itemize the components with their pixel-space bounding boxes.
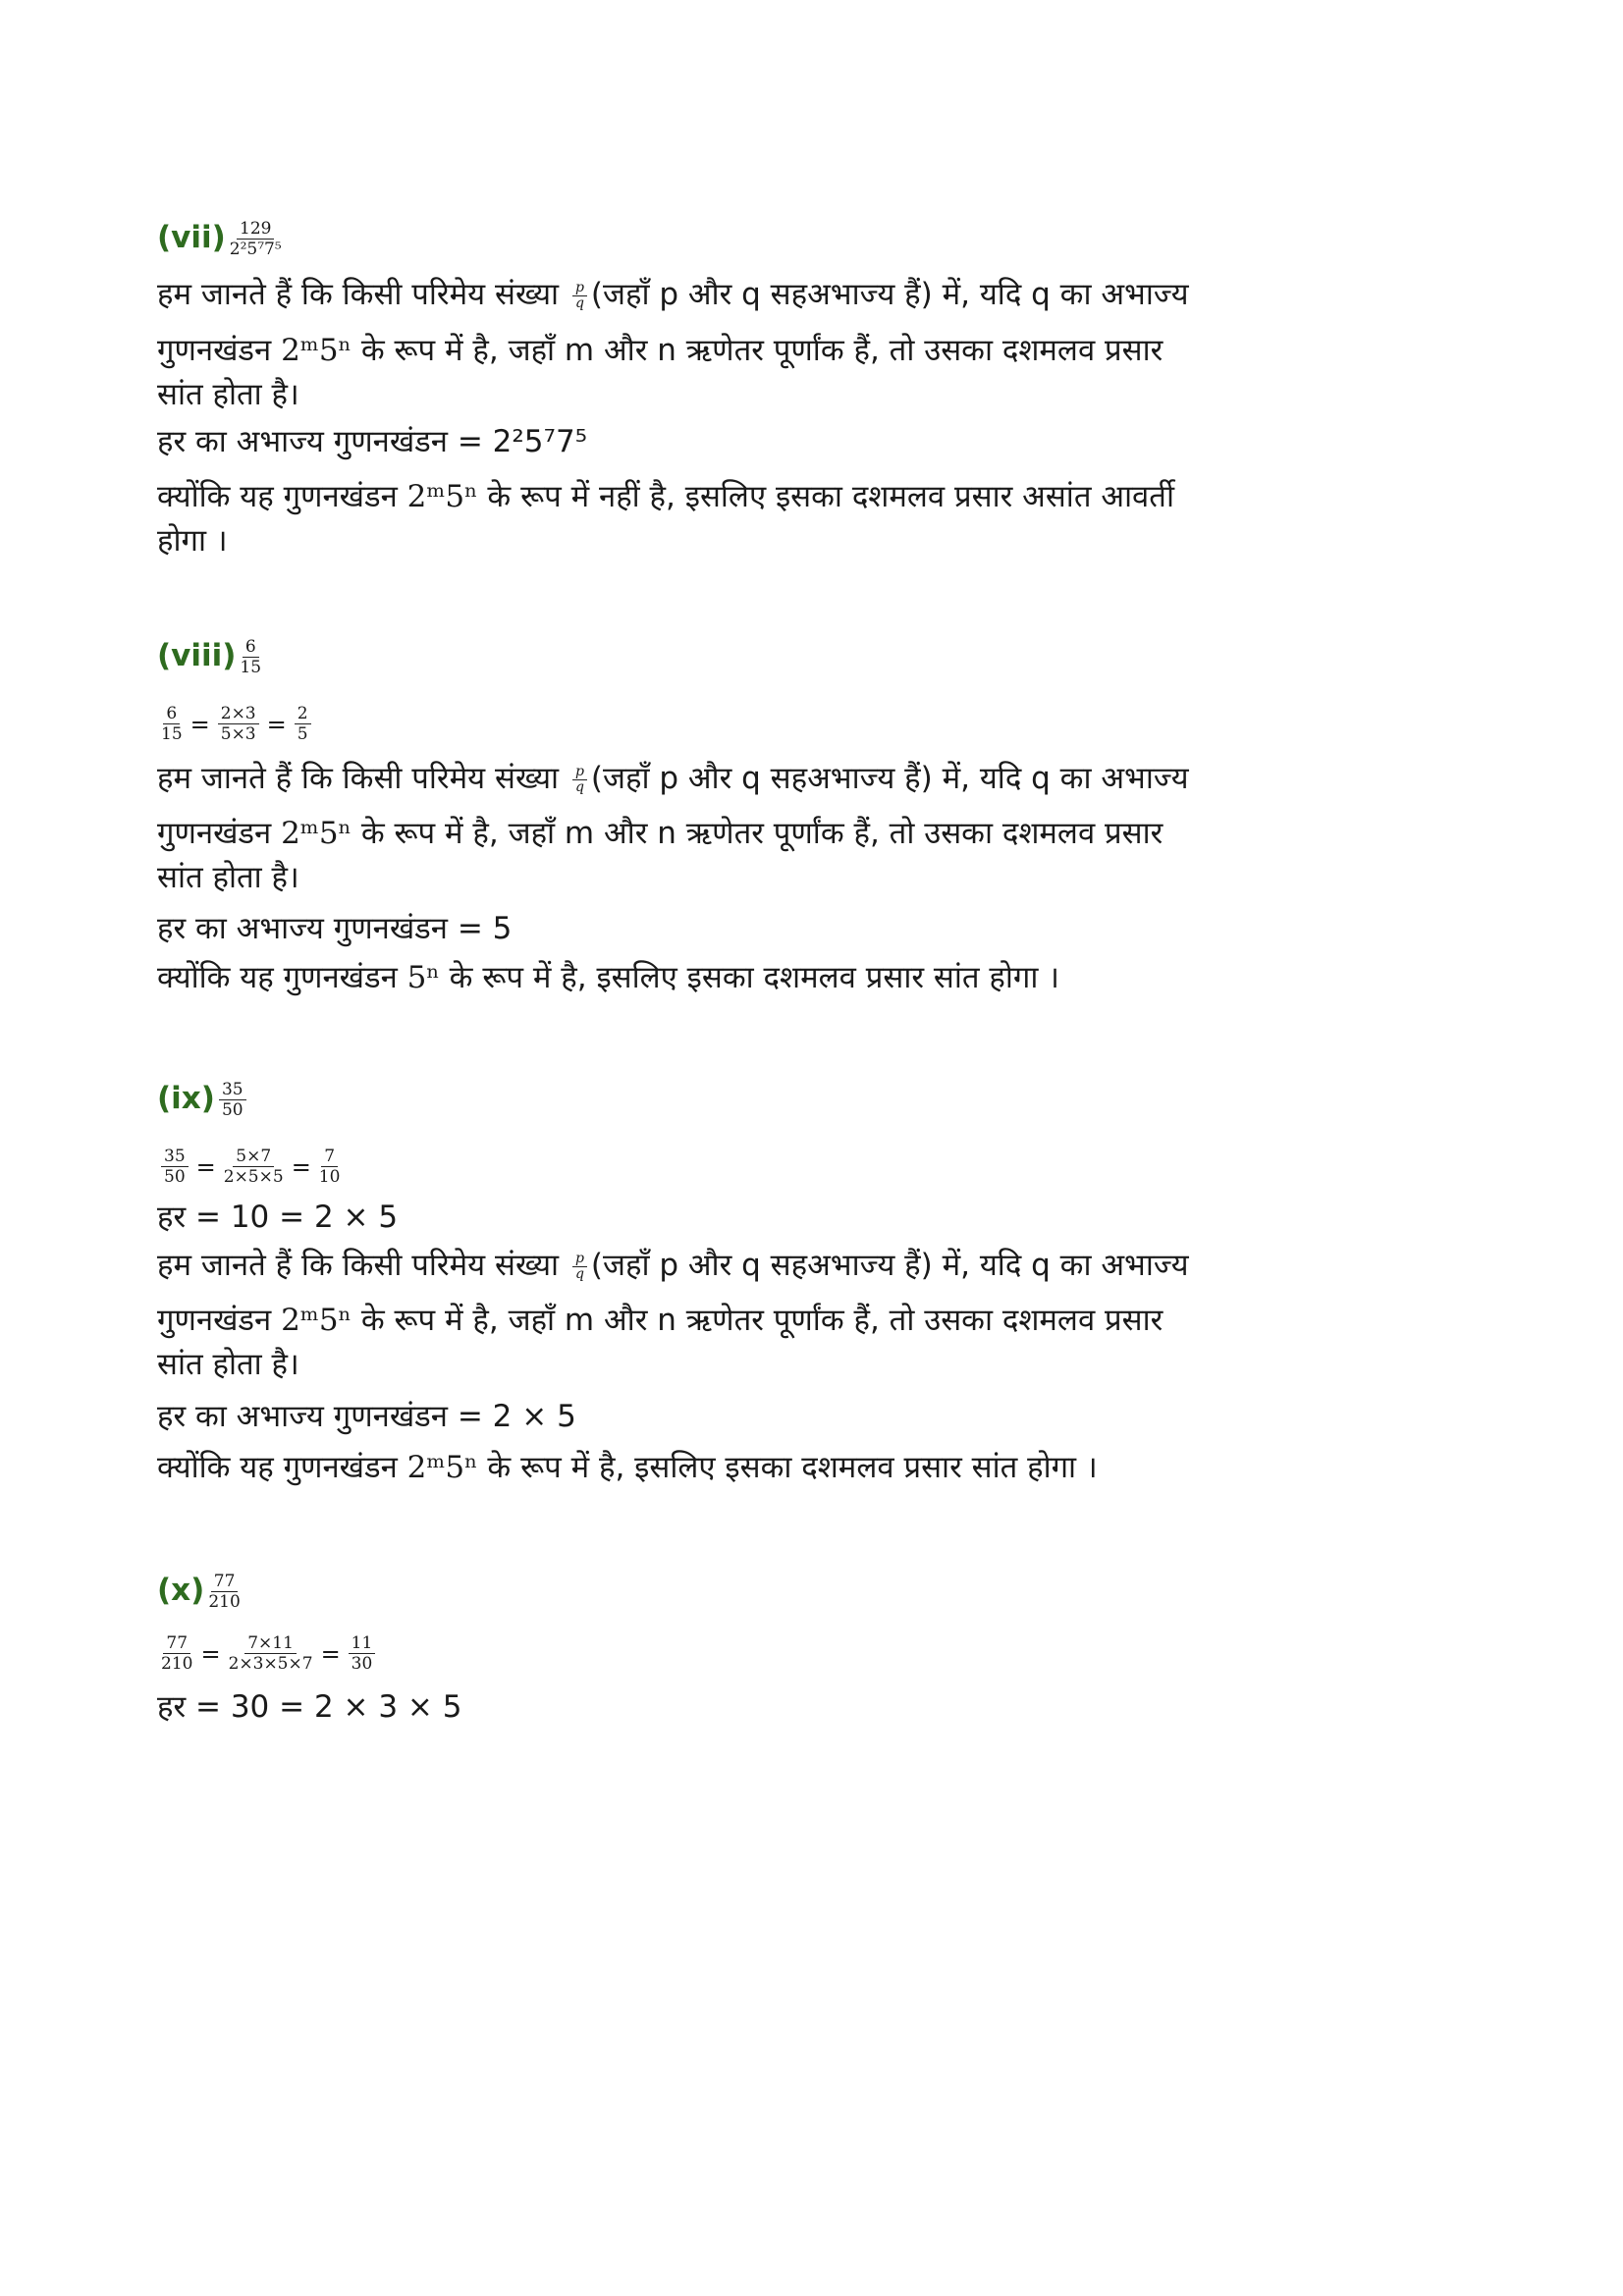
intro-line-2	[157, 331, 1163, 370]
text: क्योंकि यह गुणनखंडन	[157, 960, 398, 995]
factorization: हर का अभाज्य गुणनखंडन = 5	[157, 911, 513, 946]
denominator: q	[574, 1266, 584, 1282]
p-over-q	[572, 1252, 587, 1282]
numerator: p	[572, 1252, 587, 1267]
numerator: 6	[163, 704, 180, 724]
math: 2ᵐ5ⁿ	[406, 1450, 478, 1485]
numerator: 5×7	[233, 1147, 274, 1167]
equals: =	[189, 711, 210, 738]
fraction	[319, 1147, 341, 1187]
denominator: 210	[161, 1654, 193, 1674]
intro-line-1	[157, 275, 1189, 314]
simplification	[157, 703, 315, 744]
intro-line-3: सांत होता है।	[157, 860, 299, 895]
intro-line-2	[157, 814, 1163, 853]
denominator: 210	[208, 1592, 241, 1612]
numerator: 35	[161, 1147, 189, 1167]
text: हम जानते हैं कि किसी परिमेय संख्या	[157, 277, 560, 312]
intro-line-1	[157, 1246, 1189, 1285]
denominator: 2×3×5×7	[228, 1654, 313, 1674]
denominator: 50	[221, 1100, 243, 1120]
fraction	[218, 704, 259, 744]
heading-ix	[157, 1079, 250, 1120]
fraction	[224, 1147, 284, 1187]
denominator: 2²5⁷7⁵	[229, 240, 282, 259]
fraction	[349, 1633, 376, 1674]
fraction	[161, 1633, 192, 1674]
text: (जहाँ p और q सहअभाज्य हैं) में, यदि q का अभाज्य	[590, 277, 1189, 312]
denominator: q	[574, 779, 584, 795]
numerator: 77	[211, 1572, 239, 1592]
numerator: p	[572, 281, 587, 296]
fraction	[230, 219, 282, 259]
factorization: हर का अभाज्य गुणनखंडन = 2 × 5	[157, 1399, 576, 1434]
part-label: (vii)	[157, 220, 226, 255]
fraction	[240, 637, 261, 677]
equals: =	[320, 1640, 341, 1668]
text: क्योंकि यह गुणनखंडन	[157, 479, 398, 514]
numerator: 7	[321, 1147, 338, 1167]
denominator: 10	[318, 1167, 341, 1187]
conclusion-cont: होगा ।	[157, 523, 228, 559]
equals: =	[195, 1153, 216, 1181]
text: हम जानते हैं कि किसी परिमेय संख्या	[157, 761, 560, 796]
denominator: 5	[297, 724, 308, 744]
text: हम जानते हैं कि किसी परिमेय संख्या	[157, 1248, 560, 1283]
denominator-line: हर = 30 = 2 × 3 × 5	[157, 1689, 462, 1725]
part-label: (ix)	[157, 1081, 215, 1116]
equals: =	[200, 1640, 221, 1668]
numerator: 77	[163, 1633, 190, 1654]
equals: =	[291, 1153, 311, 1181]
factorization: हर का अभाज्य गुणनखंडन = 2²5⁷7⁵	[157, 424, 588, 459]
intro-line-3: सांत होता है।	[157, 377, 299, 412]
equals: =	[266, 711, 287, 738]
conclusion	[157, 1448, 1098, 1487]
math: 2ᵐ5ⁿ	[406, 479, 478, 514]
text: के रूप में है, जहाँ m और n ऋणेतर पूर्णांक हैं, तो उसका दशमलव प्रसार	[360, 333, 1163, 368]
p-over-q	[572, 765, 587, 795]
numerator: 35	[219, 1080, 246, 1100]
math: 2ᵐ5ⁿ	[281, 333, 352, 368]
denominator: q	[574, 295, 584, 311]
math: 2ᵐ5ⁿ	[281, 1303, 352, 1338]
text: गुणनखंडन	[157, 1303, 272, 1338]
numerator: 2×3	[218, 704, 259, 724]
math: 5ⁿ	[406, 960, 440, 995]
text: (जहाँ p और q सहअभाज्य हैं) में, यदि q का अभाज्य	[590, 1248, 1189, 1283]
p-over-q	[572, 281, 587, 311]
fraction	[219, 1080, 246, 1120]
numerator: p	[572, 765, 587, 780]
text: के रूप में है, इसलिए इसका दशमलव प्रसार सांत होगा ।	[487, 1450, 1098, 1485]
heading-x	[157, 1571, 244, 1612]
denominator: 5×3	[220, 724, 256, 744]
text: के रूप में है, इसलिए इसका दशमलव प्रसार सांत होगा ।	[449, 960, 1059, 995]
conclusion	[157, 477, 1174, 516]
fraction	[229, 1633, 313, 1674]
denominator-line: हर = 10 = 2 × 5	[157, 1200, 399, 1235]
text: गुणनखंडन	[157, 816, 272, 851]
denominator: 50	[164, 1167, 186, 1187]
numerator: 7×11	[244, 1633, 297, 1654]
intro-line-1	[157, 759, 1189, 798]
text: गुणनखंडन	[157, 333, 272, 368]
intro-line-3: सांत होता है।	[157, 1347, 299, 1382]
fraction	[161, 1147, 189, 1187]
math: 2ᵐ5ⁿ	[281, 816, 352, 851]
fraction	[295, 704, 311, 744]
text: के रूप में नहीं है, इसलिए इसका दशमलव प्रसार असांत आवर्ती	[487, 479, 1174, 514]
denominator: 2×5×5	[223, 1167, 284, 1187]
text: क्योंकि यह गुणनखंडन	[157, 1450, 398, 1485]
numerator: 6	[243, 637, 259, 658]
heading-viii	[157, 636, 265, 677]
denominator: 15	[240, 658, 262, 677]
part-label: (x)	[157, 1573, 205, 1608]
numerator: 129	[237, 219, 274, 240]
text: के रूप में है, जहाँ m और n ऋणेतर पूर्णांक हैं, तो उसका दशमलव प्रसार	[360, 1303, 1163, 1338]
simplification	[157, 1146, 344, 1187]
heading-vii	[157, 218, 286, 259]
fraction	[208, 1572, 240, 1612]
numerator: 2	[295, 704, 311, 724]
numerator: 11	[349, 1633, 376, 1654]
fraction	[161, 704, 183, 744]
denominator: 15	[161, 724, 183, 744]
part-label: (viii)	[157, 638, 237, 673]
conclusion	[157, 958, 1059, 997]
intro-line-2	[157, 1301, 1163, 1340]
simplification	[157, 1632, 379, 1674]
text: (जहाँ p और q सहअभाज्य हैं) में, यदि q का अभाज्य	[590, 761, 1189, 796]
text: के रूप में है, जहाँ m और n ऋणेतर पूर्णांक हैं, तो उसका दशमलव प्रसार	[360, 816, 1163, 851]
denominator: 30	[351, 1654, 373, 1674]
